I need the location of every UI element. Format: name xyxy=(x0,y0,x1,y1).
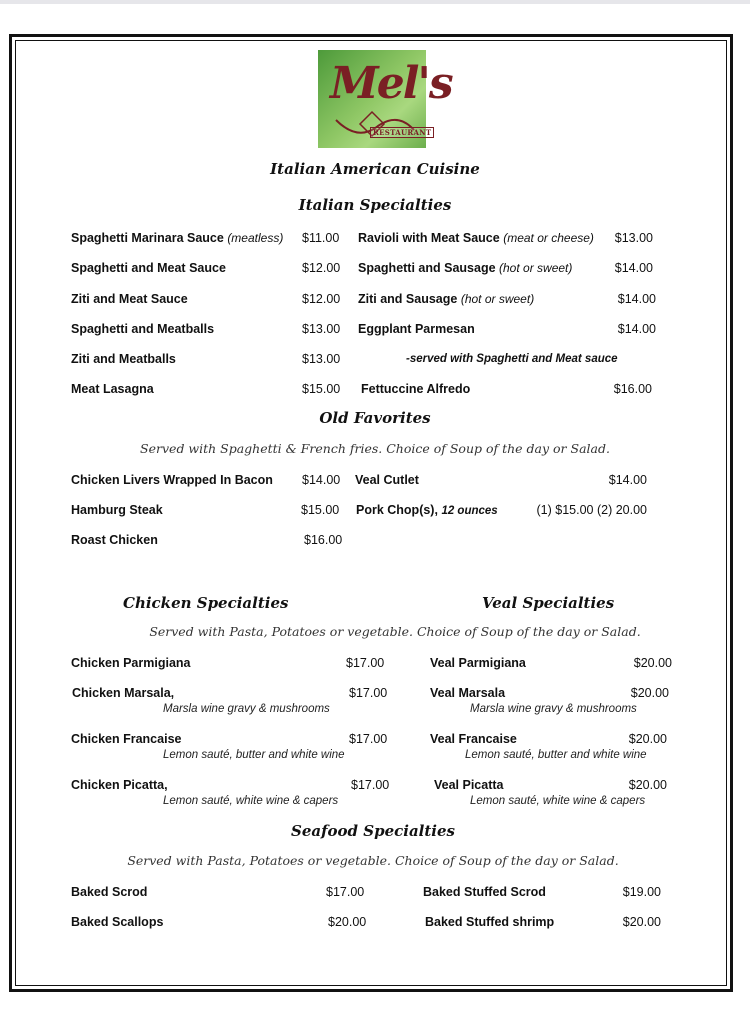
menu-item-name: Veal Marsala xyxy=(430,686,506,700)
menu-item-price: $14.00 xyxy=(617,322,656,336)
menu-item-name: Spaghetti and Meat Sauce xyxy=(71,261,226,275)
menu-item-name: Roast Chicken xyxy=(71,533,158,547)
menu-item-price: $13.00 xyxy=(302,352,341,366)
menu-item-name: Veal Francaise xyxy=(430,732,517,746)
menu-item-name: Baked Scallops xyxy=(71,915,164,929)
eggplant-serving-note: -served with Spaghetti and Meat sauce xyxy=(406,353,618,365)
menu-item-name: Baked Scrod xyxy=(71,885,148,899)
menu-item-price: $16.00 xyxy=(304,533,343,547)
logo-subtitle: RESTAURANT xyxy=(370,127,434,138)
menu-item-name: Spaghetti and Sausage (hot or sweet) xyxy=(358,261,573,275)
menu-item-name: Fettuccine Alfredo xyxy=(361,382,471,396)
menu-item-name: Veal Parmigiana xyxy=(430,656,526,670)
restaurant-logo xyxy=(318,50,452,148)
menu-item-price: $20.00 xyxy=(328,915,367,929)
menu-item-name: Spaghetti and Meatballs xyxy=(71,322,215,336)
menu-item-description: Marsla wine gravy & mushrooms xyxy=(163,703,330,715)
menu-item-price: $13.00 xyxy=(614,231,653,245)
tagline: Italian American Cuisine xyxy=(270,160,480,178)
menu-item-description: Lemon sauté, white wine & capers xyxy=(470,795,646,807)
menu-item-description: Marsla wine gravy & mushrooms xyxy=(470,703,637,715)
chicken-heading: Chicken Specialties xyxy=(123,594,289,612)
menu-item-name: Veal Cutlet xyxy=(355,473,419,487)
menu-item-price: $20.00 xyxy=(630,686,669,700)
menu-item-name: Ravioli with Meat Sauce (meat or cheese) xyxy=(358,231,594,245)
menu-item-name: Spaghetti Marinara Sauce (meatless) xyxy=(71,231,284,245)
menu-item-price: $20.00 xyxy=(622,915,661,929)
menu-item-name: Meat Lasagna xyxy=(71,382,154,396)
seafood-note: Served with Pasta, Potatoes or vegetable. Choice of Soup of the day or Salad. xyxy=(127,853,619,868)
menu-item-name: Chicken Livers Wrapped In Bacon xyxy=(71,473,273,487)
menu-item-price: $15.00 xyxy=(302,382,341,396)
menu-item-price: $14.00 xyxy=(617,292,656,306)
menu-item-price: $17.00 xyxy=(351,778,390,792)
menu-item-name: Veal Picatta xyxy=(434,778,504,792)
menu-item-price: $17.00 xyxy=(349,732,388,746)
old-favorites-note: Served with Spaghetti & French fries. Choice of Soup of the day or Salad. xyxy=(140,441,610,456)
menu-item-name: Ziti and Sausage (hot or sweet) xyxy=(358,292,535,306)
menu-item-price: $11.00 xyxy=(302,231,340,245)
menu-item-price: $16.00 xyxy=(613,382,652,396)
menu-item-price: $14.00 xyxy=(302,473,341,487)
menu-item-price: $13.00 xyxy=(302,322,341,336)
chicken-veal-note: Served with Pasta, Potatoes or vegetable. Choice of Soup of the day or Salad. xyxy=(149,624,641,639)
menu-item-name: Chicken Parmigiana xyxy=(71,656,191,670)
menu-item-name: Ziti and Meatballs xyxy=(71,352,176,366)
logo-wordmark: Mel's xyxy=(330,58,452,109)
menu-item-price: $20.00 xyxy=(633,656,672,670)
menu-item-name: Hamburg Steak xyxy=(71,503,163,517)
seafood-heading: Seafood Specialties xyxy=(291,822,455,840)
menu-item-price: $14.00 xyxy=(608,473,647,487)
menu-item-price: $20.00 xyxy=(628,732,667,746)
veal-heading: Veal Specialties xyxy=(482,594,615,612)
menu-item-name: Pork Chop(s), 12 ounces xyxy=(356,503,498,517)
menu-item-name: Baked Stuffed shrimp xyxy=(425,915,555,929)
menu-item-description: Lemon sauté, butter and white wine xyxy=(465,749,647,761)
top-strip xyxy=(0,0,750,4)
menu-item-price: $12.00 xyxy=(302,292,341,306)
menu-item-price: $15.00 xyxy=(301,503,340,517)
menu-item-price: $14.00 xyxy=(614,261,653,275)
menu-item-name: Baked Stuffed Scrod xyxy=(423,885,546,899)
old-favorites-heading: Old Favorites xyxy=(319,409,431,427)
menu-item-price: $17.00 xyxy=(346,656,385,670)
menu-item-name: Eggplant Parmesan xyxy=(358,322,475,336)
menu-item-description: Lemon sauté, white wine & capers xyxy=(163,795,339,807)
italian-heading: Italian Specialties xyxy=(298,196,452,214)
menu-item-name: Chicken Francaise xyxy=(71,732,182,746)
menu-item-price: $17.00 xyxy=(349,686,388,700)
menu-item-name: Ziti and Meat Sauce xyxy=(71,292,188,306)
menu-item-description: Lemon sauté, butter and white wine xyxy=(163,749,345,761)
menu-item-price: (1) $15.00 (2) 20.00 xyxy=(536,503,647,517)
menu-item-name: Chicken Picatta, xyxy=(71,778,168,792)
menu-item-price: $12.00 xyxy=(302,261,341,275)
menu-item-price: $17.00 xyxy=(326,885,365,899)
menu-item-name: Chicken Marsala, xyxy=(72,686,175,700)
menu-item-price: $20.00 xyxy=(628,778,667,792)
menu-item-price: $19.00 xyxy=(622,885,661,899)
